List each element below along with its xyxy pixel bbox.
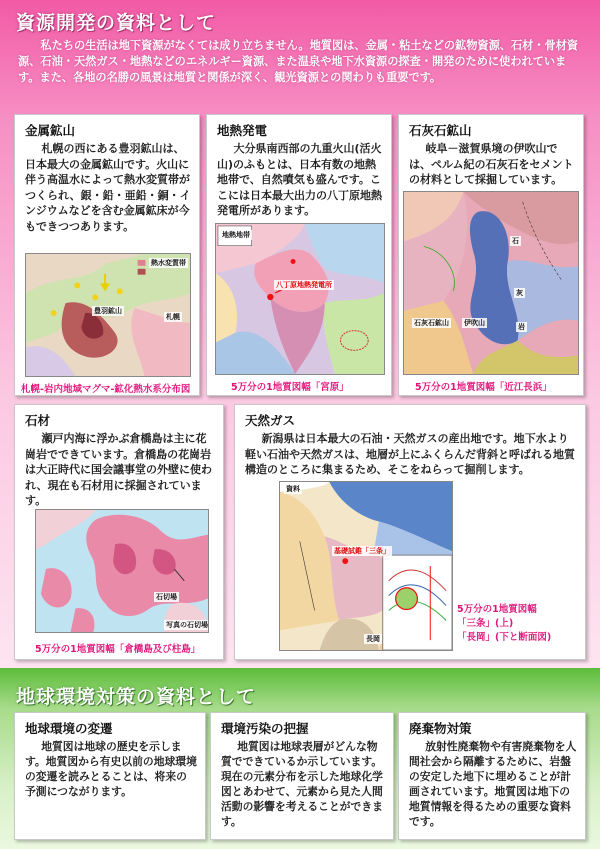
card-text: 大分県南西部の九重火山(活火山)のふもとは、日本有数の地熱地帯で、自然噴気も盛んです。ここには日本最大出力の八丁原地熱発電所があります。	[217, 142, 382, 217]
map-label: 石	[512, 237, 519, 245]
resources-intro: 私たちの生活は地下資源がなくては成り立ちません。地質図は、金属・粘土などの鉱物資源、石材・骨材資源、石油・天然ガス・地熱などのエネルギー資源、また温泉や地下水資源の探査・開発のために使われています。また、各地の名勝の風景は地質と関係が深く、観光資源との関わりも重要です。	[18, 39, 579, 84]
card-title: 地球環境の変遷	[25, 721, 113, 736]
card-title: 天然ガス	[245, 413, 296, 428]
map-label: 札幌	[166, 313, 180, 321]
map-caption: 5万分の1地質図幅「宮原」	[231, 382, 349, 393]
card-title: 石灰石鉱山	[409, 123, 472, 138]
map-label: 伊吹山	[464, 319, 485, 327]
card-geothermal	[206, 114, 392, 396]
map-label: 熱水変質帯	[151, 259, 186, 267]
map-caption-line: 「三条」(上)	[457, 618, 514, 629]
card-stone	[14, 404, 224, 660]
map-label: 八丁原地熱発電所	[276, 281, 332, 289]
map-sapporo-iwanai	[25, 253, 191, 377]
card-limestone	[398, 114, 584, 396]
map-miyahara	[215, 223, 385, 375]
map-label: 地熱地帯	[222, 231, 250, 239]
map-label: 石切場	[156, 593, 177, 601]
map-caption: 札幌-岩内地域マグマ-鉱化熱水系分布図	[21, 384, 191, 395]
card-text: 岐阜－滋賀県境の伊吹山では、ペルム紀の石灰石をセメントの材料として採掘しています。	[409, 142, 574, 186]
card-title: 廃棄物対策	[409, 721, 472, 736]
card-environment-history	[14, 712, 206, 840]
card-title: 石材	[25, 413, 51, 428]
map-caption-line: 5万分の1地質図幅	[457, 604, 537, 615]
card-natural-gas	[234, 404, 586, 660]
map-label: 石灰石鉱山	[414, 319, 449, 327]
map-label: 岩	[518, 323, 525, 331]
map-caption: 5万分の1地質図幅「近江長浜」	[415, 382, 552, 393]
card-title: 環境汚染の把握	[221, 721, 309, 736]
card-waste	[398, 712, 586, 840]
map-kurahashi	[35, 509, 209, 633]
resources-title: 資源開発の資料として	[16, 12, 217, 34]
map-label: 長岡	[366, 635, 380, 643]
map-label: 写真の石切場	[166, 621, 208, 629]
card-pollution	[210, 712, 394, 840]
card-text: 地質図は地球の歴史を示します。地質図から有史以前の地球環境の変遷を読みとることは、将来の予測につながります。	[25, 740, 197, 798]
card-title: 地熱発電	[217, 123, 268, 138]
map-label: 豊羽鉱山	[94, 307, 122, 315]
card-metal-mine	[14, 114, 200, 396]
card-text: 新潟県は日本最大の石油・天然ガスの産出地です。地下水より軽い石油や天然ガスは、地層が上にふくらんだ背斜と呼ばれる地質構造のところに集まるため、そこをねらって掘削します。	[245, 432, 575, 476]
card-text: 瀬戸内海に浮かぶ倉橋島は主に花崗岩でできています。倉橋島の花崗岩は大正時代に国会議事堂の外壁に使われ、現在も石材用に採掘されています。	[25, 432, 212, 507]
card-text: 札幌の西にある豊羽鉱山は、日本最大の金属鉱山です。火山に伴う高温水によって熱水変質帯がつくられ、銀・鉛・亜鉛・銅・インジウムなどを含む金属鉱床が今もできつつあります。	[25, 142, 191, 233]
card-title: 金属鉱山	[25, 123, 76, 138]
map-omi-nagahama	[403, 191, 579, 375]
map-sanjo-nagaoka	[279, 481, 453, 651]
card-text: 地質図は地球表層がどんな物質でできているか示しています。現在の元素分布を示した地球化学図とあわせて、元素から見た人間活動の影響を考えることができます。	[221, 740, 383, 828]
map-label: 資料	[286, 485, 300, 493]
card-text: 放射性廃棄物や有害廃棄物を人間社会から隔離するために、岩盤の安定した地下に埋めることが計画されています。地質図は地下の地質情報を得るための重要な資料です。	[409, 740, 577, 828]
environment-title: 地球環境対策の資料として	[16, 686, 257, 708]
map-label: 基礎試錐「三条」	[334, 547, 390, 555]
map-caption-line: 「長岡」(下と断面図)	[457, 632, 552, 643]
map-label: 灰	[516, 289, 523, 297]
map-caption: 5万分の1地質図幅「倉橋島及び柱島」	[35, 644, 201, 655]
